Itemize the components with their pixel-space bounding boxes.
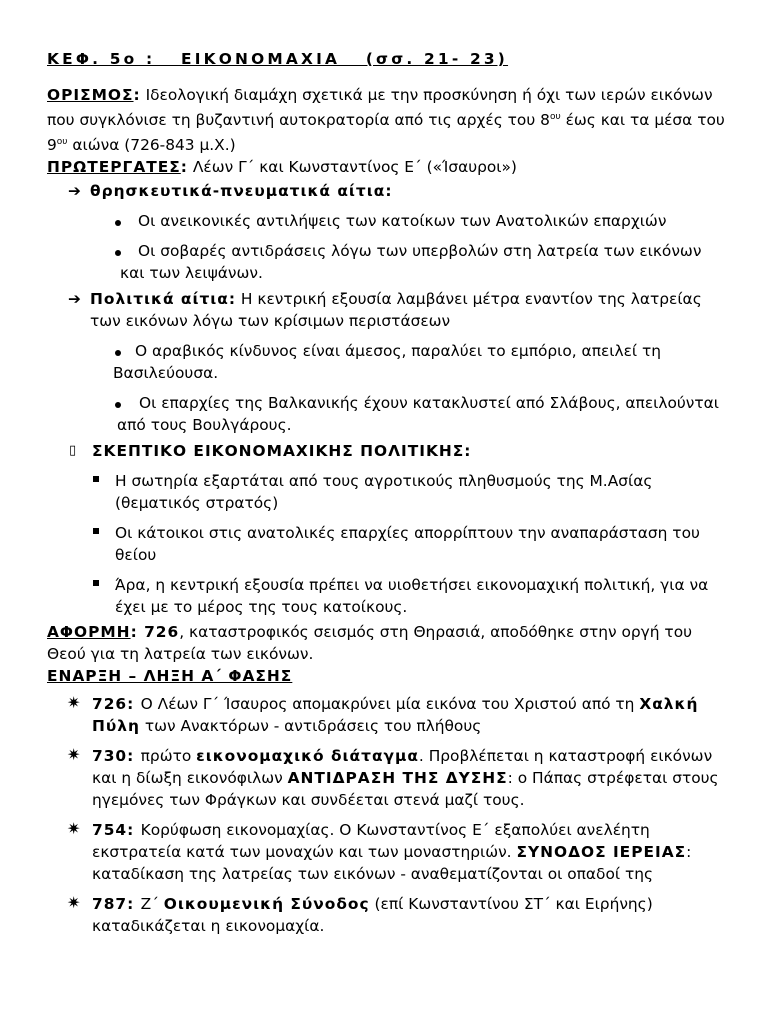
trigger-label: ΑΦΟΡΜΗ [47,623,131,642]
political-causes-title: Πολιτικά αίτια [90,290,229,309]
bullet-icon [115,210,121,232]
square-bullet-icon [93,580,99,586]
rationale-title: ΣΚΕΠΤΙΚΟ ΕΙΚΟΝΟΜΑΧΙΚΗΣ ΠΟΛΙΤΙΚΗΣ [92,442,465,461]
definition-sup-1: ου [549,112,561,122]
definition-text-c: αιώνα (726-843 μ.Χ.) [67,136,236,155]
political-causes-text: Η κεντρική εξουσία λαμβάνει μέτρα εναντίον της λατρείας των εικόνων λόγω των κρίσιμων περιστάσεων [90,290,702,331]
trigger-text: , καταστροφικός σεισμός στη Θηρασιά, αποδόθηκε στην οργή του Θεού για τη λατρεία των εικόνων. [47,623,693,664]
timeline-item-787: ✷ 787: Ζ΄ Οικουμενική Σύνοδος (επί Κωνσταντίνου ΣΤ΄ και Ειρήνης) καταδικάζεται η εικονομαχία. [67,893,653,936]
definition-text-a: Ιδεολογική διαμάχη σχετικά με την προσκύνηση ή όχι των ιερών εικόνων που συγκλόνισε τη βυζαντινή αυτοκρατορία από τις αρχές του 8 [47,86,713,130]
arrow-right-icon: ➔ [68,290,81,309]
star-icon: ✷ [67,745,81,765]
star-icon: ✷ [67,693,81,713]
list-item: Η σωτηρία εξαρτάται από τους αγροτικούς πληθυσμούς της Μ.Ασίας (θεματικός στρατός) [47,470,727,514]
rationale-heading: ▯ ΣΚΕΠΤΙΚΟ ΕΙΚΟΝΟΜΑΧΙΚΗΣ ΠΟΛΙΤΙΚΗΣ: [69,442,472,461]
timeline-item-730: ✷ 730: πρώτο εικονομαχικό διάταγμα. Προβλέπεται η καταστροφή εικόνων και η δίωξη εικονόφιλων ΑΝΤΙΔΡΑΣΗ ΤΗΣ ΔΥΣΗΣ: ο Πάπας στρέφεται στους ηγεμόνες των Φράγκων και συνδέεται στενά μαζί τους. [67,745,719,810]
definition-paragraph: ΟΡΙΣΜΟΣ: Ιδεολογική διαμάχη σχετικά με την προσκύνηση ή όχι των ιερών εικόνων που συγκλόνισε τη βυζαντινή αυτοκρατορία από τις αρχές του $8^{o\upsilon}$ έως και τα μέσα του $9^{o\upsilon}$ αιώνα (726-843 μ.Χ.) [47,86,725,155]
star-icon: ✷ [67,819,81,839]
list-item: Οι σοβαρές αντιδράσεις λόγω των υπερβολών στη λατρεία των εικόνων και των λειψάνων. [47,240,727,284]
document-page [47,48,727,937]
political-causes-paragraph: ➔ Πολιτικά αίτια: Η κεντρική εξουσία λαμβάνει μέτρα εναντίον της λατρείας των εικόνων λόγω των κρίσιμων περιστάσεων [68,290,702,331]
list-item: Οι επαρχίες της Βαλκανικής έχουν κατακλυστεί από Σλάβους, απειλούνται από τους Βουλγάρους. [117,394,719,435]
star-icon: ✷ [67,893,81,913]
timeline-item-754: ✷ 754: Κορύφωση εικονομαχίας. Ο Κωνσταντίνος Ε΄ εξαπολύει ανελέητη εκστρατεία κατά των μοναχών και των μοναστηριών. ΣΥΝΟΔΟΣ ΙΕΡΕΙΑΣ: καταδίκαση της λατρείας των εικόνων - αναθεματίζονται οι οπαδοί της [67,819,692,884]
bullet-icon [115,340,121,362]
placeholder-box-icon: ▯ [69,443,77,459]
timeline-item-726: ✷ 726: Ο Λέων Γ΄ Ίσαυρος απομακρύνει μία εικόνα του Χριστού από τη Χαλκή Πύλη των Ανακτόρων - αντιδράσεις του πλήθους [67,693,699,736]
religious-causes-heading: ➔ θρησκευτικά-πνευματικά αίτια: [68,182,393,201]
protagonists-paragraph: ΠΡΩΤΕΡΓΑΤΕΣ: Λέων Γ΄ και Κωνσταντίνος Ε΄ («Ίσαυροι») [47,158,517,177]
religious-causes-title: θρησκευτικά-πνευματικά αίτια [90,182,386,201]
trigger-paragraph: ΑΦΟΡΜΗ: 726, καταστροφικός σεισμός στη Θηρασιά, αποδόθηκε στην οργή του Θεού για τη λατρεία των εικόνων. [47,623,693,664]
list-item: Άρα, η κεντρική εξουσία πρέπει να υιοθετήσει εικονομαχική πολιτική, για να έχει με το μέρος της τους κατοίκους. [47,574,727,618]
chapter-title: ΚΕΦ. 5ο : ΕΙΚΟΝΟΜΑΧΙΑ (σσ. 21- 23) [47,50,509,68]
square-bullet-icon [93,528,99,534]
list-item: Ο αραβικός κίνδυνος είναι άμεσος, παραλύει το εμπόριο, απειλεί τη Βασιλεύουσα. [113,342,662,383]
list-item: Οι ανεικονικές αντιλήψεις των κατοίκων των Ανατολικών επαρχιών [47,210,727,232]
arrow-right-icon: ➔ [68,182,81,201]
square-bullet-icon [93,476,99,482]
definition-sup-2: ου [56,137,68,148]
phase-heading: ΕΝΑΡΞΗ – ΛΗΞΗ Α΄ ΦΑΣΗΣ [47,667,293,686]
trigger-year: 726 [144,623,180,642]
list-item: Οι κάτοικοι στις ανατολικές επαρχίες απορρίπτουν την αναπαράσταση του θείου [47,522,727,566]
definition-label: ΟΡΙΣΜΟΣ [47,86,134,104]
bullet-icon [115,240,121,262]
definition-text-b: έως και τα μέσα του 9 [47,111,725,155]
protagonists-text: Λέων Γ΄ και Κωνσταντίνος Ε΄ («Ίσαυροι») [192,158,517,177]
protagonists-label: ΠΡΩΤΕΡΓΑΤΕΣ [47,158,181,177]
bullet-icon [115,392,121,414]
